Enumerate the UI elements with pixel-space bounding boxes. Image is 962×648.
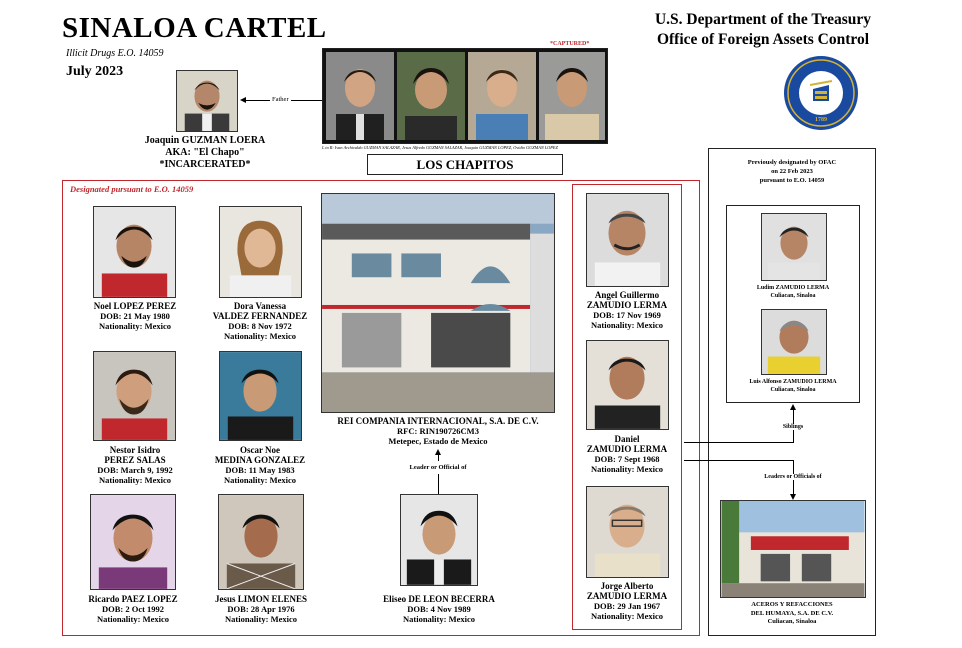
caption-ludim-zamudio (730, 284, 856, 300)
photo-ludim-zamudio (761, 213, 827, 281)
photo-angel-zamudio (586, 193, 669, 287)
photo-jesus-limon (218, 494, 304, 590)
rei-company-name: REI COMPANIA INTERNACIONAL, S.A. DE C.V. (337, 416, 539, 426)
noel-lopez-nationality: Nationality: Mexico (99, 321, 171, 331)
oscar-medina-nationality: Nationality: Mexico (224, 475, 296, 485)
dora-valdez-nationality: Nationality: Mexico (224, 331, 296, 341)
photo-ivan (326, 52, 394, 140)
luis-zamudio-name: Luis Alfonso ZAMUDIO LERMA (749, 379, 837, 385)
rei-leader-line (438, 474, 439, 494)
nestor-perez-name-2: PEREZ SALAS (104, 455, 166, 465)
photo-rei-building (321, 193, 555, 413)
eliseo-de-leon-name: Eliseo DE LEON BECERRA (383, 594, 495, 604)
oscar-medina-name-1: Oscar Noe (239, 445, 281, 455)
agency-line-2: Office of Foreign Assets Control (656, 31, 870, 48)
los-chapitos-label: LOS CHAPITOS (367, 154, 563, 175)
father-label: Father (272, 96, 289, 103)
caption-daniel-zamudio (563, 434, 691, 474)
rei-company-location: Metepec, Estado de Mexico (388, 436, 488, 446)
noel-lopez-name: Noel LOPEZ PEREZ (93, 301, 177, 311)
previously-line-3: pursuant to E.O. 14059 (759, 177, 825, 184)
ludim-zamudio-name: Ludim ZAMUDIO LERMA (756, 285, 830, 291)
daniel-zamudio-nationality: Nationality: Mexico (591, 464, 663, 474)
dora-valdez-name-1: Dora Vanessa (233, 301, 287, 311)
jesus-limon-name: Jesus LIMON ELENES (214, 594, 308, 604)
angel-zamudio-name-2: ZAMUDIO LERMA (586, 300, 668, 310)
previously-line-2: on 22 Feb 2023 (771, 168, 813, 175)
caption-luis-zamudio (730, 378, 856, 394)
photo-luis-zamudio (761, 309, 827, 375)
photo-daniel-zamudio (586, 340, 669, 430)
page-title: SINALOA CARTEL (62, 12, 327, 44)
ricardo-paez-nationality: Nationality: Mexico (97, 614, 169, 624)
nestor-perez-dob: DOB: March 9, 1992 (97, 465, 173, 475)
caption-oscar-medina (195, 445, 325, 485)
el-chapo-aka: AKA: "El Chapo" (165, 147, 245, 158)
photo-jesus-alfredo (397, 52, 465, 140)
angel-zamudio-name-1: Angel Guillermo (594, 290, 660, 300)
jorge-zamudio-nationality: Nationality: Mexico (591, 611, 663, 621)
caption-rei-company (310, 416, 566, 446)
caption-ricardo-paez (68, 594, 198, 624)
caption-eliseo-de-leon (374, 594, 504, 624)
noel-lopez-dob: DOB: 21 May 1980 (100, 311, 170, 321)
siblings-connector-line (684, 442, 794, 443)
photo-jorge-zamudio (586, 486, 669, 578)
chapitos-photo-caption: L to R: Ivan Archivaldo GUZMAN SALAZAR, Jesus Alfredo GUZMAN SALAZAR, Joaquin GUZMAN LOPEZ, Ovidio GUZMAN LOPEZ (322, 145, 558, 150)
dora-valdez-dob: DOB: 8 Nov 1972 (228, 321, 292, 331)
jorge-zamudio-name-1: Jorge Alberto (600, 581, 654, 591)
rei-leader-arrow-top (438, 455, 439, 461)
leaders-label: Leaders or Officials of (750, 474, 836, 480)
caption-nestor-perez (70, 445, 200, 485)
aceros-company-location: Culiacan, Sinaloa (767, 618, 817, 625)
page-date: July 2023 (66, 64, 124, 79)
seal-year: 1789 (815, 117, 827, 123)
caption-angel-zamudio (563, 290, 691, 330)
angel-zamudio-dob: DOB: 17 Nov 1969 (593, 310, 661, 320)
photo-nestor-perez (93, 351, 176, 441)
photo-joaquin-lopez (468, 52, 536, 140)
previously-designated-header (712, 158, 872, 185)
leaders-connector-line (684, 460, 794, 461)
caption-aceros-company (712, 601, 872, 627)
caption-noel-lopez (70, 301, 200, 331)
treasury-seal (783, 55, 859, 131)
rei-company-rfc: RFC: RIN190726CM3 (397, 426, 479, 436)
captured-label: *CAPTURED* (550, 41, 590, 47)
photo-el-chapo (176, 70, 238, 132)
el-chapo-name (130, 135, 280, 171)
siblings-label: Siblings (770, 424, 816, 430)
oscar-medina-dob: DOB: 11 May 1983 (225, 465, 295, 475)
dora-valdez-name-2: VALDEZ FERNANDEZ (212, 311, 308, 321)
designated-label: Designated pursuant to E.O. 14059 (70, 184, 194, 194)
photo-eliseo-de-leon (400, 494, 478, 586)
el-chapo-name-text: Joaquin GUZMAN LOERA (144, 135, 266, 146)
caption-jesus-limon (196, 594, 326, 624)
jorge-zamudio-dob: DOB: 29 Jan 1967 (593, 601, 661, 611)
jorge-zamudio-name-2: ZAMUDIO LERMA (586, 591, 668, 601)
nestor-perez-nationality: Nationality: Mexico (99, 475, 171, 485)
agency-line-1: U.S. Department of the Treasury (654, 11, 872, 28)
nestor-perez-name-1: Nestor Isidro (109, 445, 161, 455)
daniel-zamudio-name-2: ZAMUDIO LERMA (586, 444, 668, 454)
photo-aceros-building (720, 500, 866, 598)
caption-jorge-zamudio (563, 581, 691, 621)
photo-noel-lopez (93, 206, 176, 298)
aceros-company-name-1: ACEROS Y REFACCIONES (751, 601, 833, 608)
luis-zamudio-location: Culiacan, Sinaloa (770, 387, 816, 393)
angel-zamudio-nationality: Nationality: Mexico (591, 320, 663, 330)
photo-ovidio (539, 52, 605, 140)
ludim-zamudio-location: Culiacan, Sinaloa (770, 293, 816, 299)
page-subtitle: Illicit Drugs E.O. 14059 (66, 48, 164, 59)
daniel-zamudio-name-1: Daniel (614, 434, 640, 444)
previously-line-1: Previously designated by OFAC (747, 159, 837, 166)
photo-oscar-medina (219, 351, 302, 441)
aceros-company-name-2: DEL HUMAYA, S.A. DE C.V. (750, 609, 834, 617)
daniel-zamudio-dob: DOB: 7 Sept 1968 (594, 454, 660, 464)
oscar-medina-name-2: MEDINA GONZALEZ (214, 455, 306, 465)
eliseo-de-leon-nationality: Nationality: Mexico (403, 614, 475, 624)
photo-ricardo-paez (90, 494, 176, 590)
caption-dora-valdez (195, 301, 325, 341)
jesus-limon-dob: DOB: 28 Apr 1976 (227, 604, 295, 614)
eliseo-de-leon-dob: DOB: 4 Nov 1989 (407, 604, 471, 614)
el-chapo-status: *INCARCERATED* (159, 159, 251, 170)
ricardo-paez-name: Ricardo PAEZ LOPEZ (88, 594, 178, 604)
chapitos-photo-strip (322, 48, 608, 144)
rei-leader-label: Leader or Official of (409, 464, 467, 471)
jesus-limon-nationality: Nationality: Mexico (225, 614, 297, 624)
photo-dora-valdez (219, 206, 302, 298)
ricardo-paez-dob: DOB: 2 Oct 1992 (101, 604, 165, 614)
